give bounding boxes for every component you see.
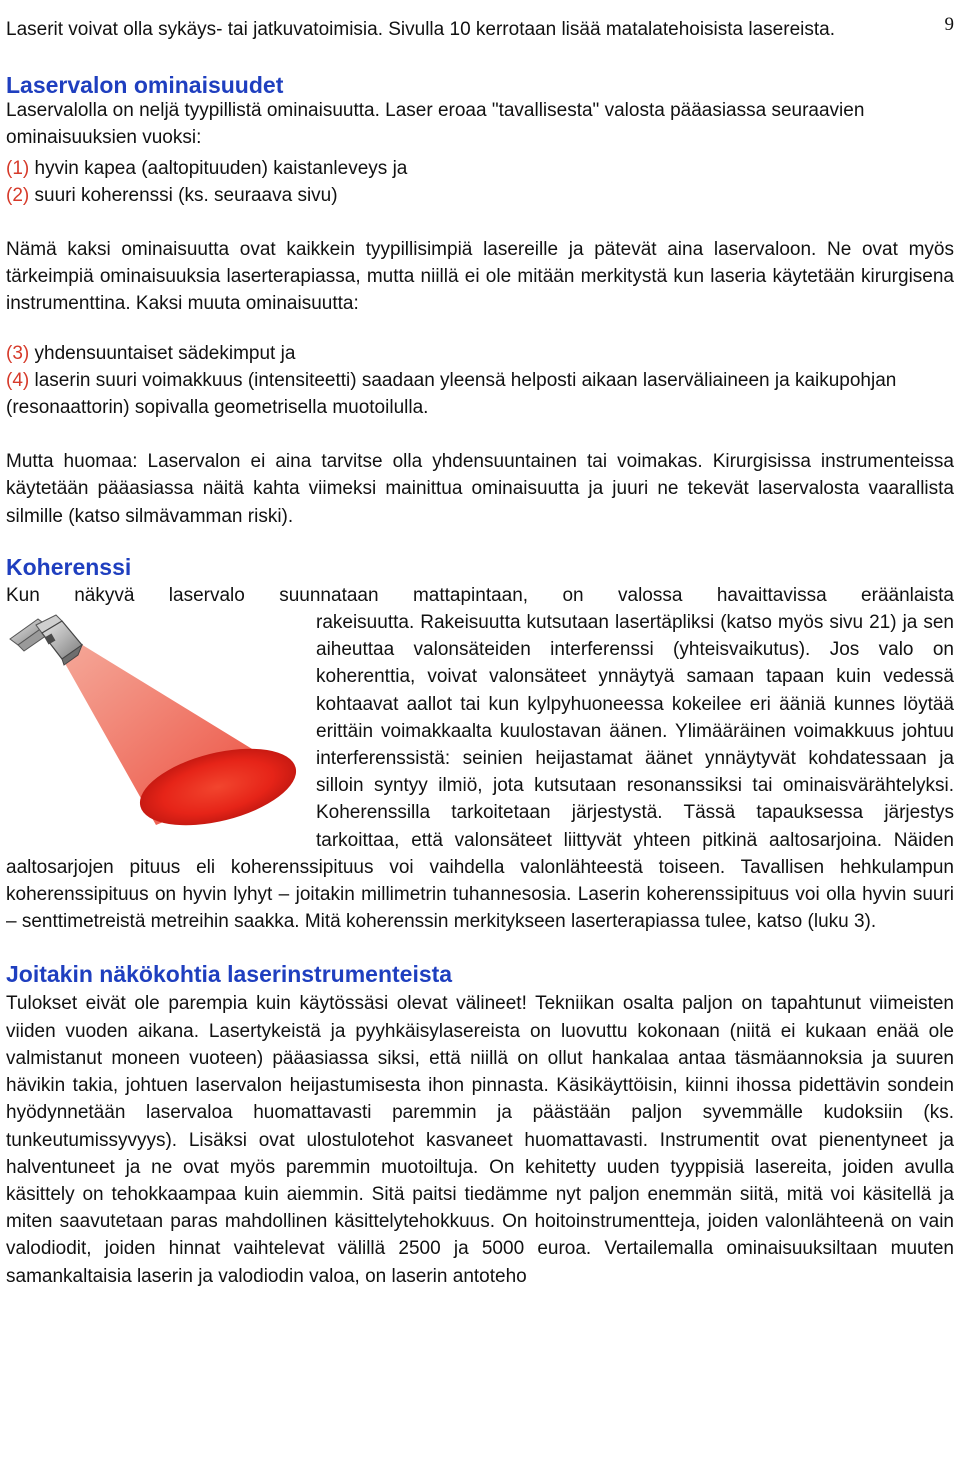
coherence-body: rakeisuutta. Rakeisuutta kutsutaan lasertäpliksi (katso myös sivu 21) ja sen aiheuttaa valonsäteiden interferenssi (yhteisvaikutus). Jos valo on koherenttia, voivat valonsäteet ynnäytyä samaan tapaan kuin vedessä kohtaavat aallot tai kun kylpyhuoneessa kokeilee eri ääniä kunnes löytää erittäin voimakkaalta kuulostavan äänen. Ylimääräinen voimakkuus johtuu interferenssistä: seinien heijastamat äänet ynnäytyvät kohdatessaan ja silloin syntyy ilmiö, jota kutsutaan resonanssiksi tai ominaisvärähtelyksi. Koherenssilla tarkoitetaan järjestystä. Tässä tapauksessa järjestys tarkoittaa, että valonsäteet liittyvät yhteen pitkinä aaltosarjoina. Näiden aaltosarjojen pituus eli koherenssipituus voi vaihdella valonlähteestä toiseen. Tavallisen hehkulampun koherenssipituus on hyvin lyhyt – joitakin millimetrin tuhannesosia. Laserin koherenssipituus voi olla hyvin suuri – senttimetreistä metreihin saakka. Mitä koherenssin merkitykseen laserterapiassa tulee, katso (luku 3). (6, 612, 954, 933)
coherence-first-line: Kun näkyvä laservalo suunnataan mattapintaan, on valossa havaittavissa eräänlaista (6, 584, 954, 606)
heading-coherence: Koherenssi (6, 553, 132, 580)
heading-laser-properties: Laservalon ominaisuudet (6, 72, 284, 99)
note-paragraph: Mutta huomaa: Laservalon ei aina tarvitse olla yhdensuuntainen tai voimakas. Kirurgisissa instrumenteissa käytetään pääasiassa näitä kahta viimeksi mainittua ominaisuutta ja juuri ne tekevät laservalosta vaarallista silmille (katso silmävamman riski). (6, 451, 954, 527)
laser-beam-graphic (6, 611, 302, 827)
property-list-b (6, 340, 954, 422)
list-item: (4) laserin suuri voimakkuus (intensiteetti) saadaan yleensä helposti aikaan laserväliaineen ja kaikupohjan (resonaattorin) sopivalla geometrisella muotoilulla. (6, 369, 897, 419)
list-number: (2) (6, 184, 30, 206)
laser-beam-illustration (6, 611, 302, 827)
list-item: (1) hyvin kapea (aaltopituuden) kaistanleveys ja (6, 157, 408, 179)
heading-laser-instruments: Joitakin näkökohtia laserinstrumenteista (6, 961, 453, 988)
properties-paragraph: Nämä kaksi ominaisuutta ovat kaikkein tyypillisimpiä lasereille ja pätevät aina laservaloon. Ne ovat myös tärkeimpiä ominaisuuksia laserterapiassa, mutta niillä ei ole mitään merkitystä kun laseria käytetään kirurgisena instrumenttina. Kaksi muuta ominaisuutta: (6, 239, 954, 315)
list-number: (3) (6, 342, 30, 364)
properties-intro: Laservalolla on neljä tyypillistä ominaisuutta. Laser eroaa "tavallisesta" valosta pääasiassa seuraavien ominaisuuksien vuoksi: (6, 100, 865, 149)
laser-device-icon (10, 615, 82, 665)
document-page (6, 16, 954, 1290)
list-item: (2) suuri koherenssi (ks. seuraava sivu) (6, 184, 338, 206)
property-list-a (6, 155, 954, 209)
list-item: (3) yhdensuuntaiset sädekimput ja (6, 342, 296, 364)
instruments-body: Tulokset eivät ole parempia kuin käytössäsi olevat välineet! Tekniikan osalta paljon on tapahtunut viimeisten viiden vuoden aikana. Lasertykeistä ja pyyhkäisylasereista on luovuttu kokonaan (niitä ei kukaan enää ole valmistanut moneen vuoteen) pääasiassa siksi, että niillä on ollut hankalaa antaa täsmäannoksia ja suuren hävikin takia, johtuen laservalon heijastumisesta ihon pinnasta. Käsikäyttöisin, kiinni ihossa pidettävin sondein hyödynnetään laservaloa huomattavasti paremmin ja päästään paljon syvemmälle kudoksiin (ks. tunkeutumissyvyys). Lisäksi ovat ulostulotehot kasvaneet huomattavasti. Instrumentit ovat pienentyneet ja halventuneet ja ne ovat myös paremmin muotoiltuja. On kehitetty uuden tyyppisiä lasereita, joiden avulla käsittely on tehokkaampaa kuin aiemmin. Sitä paitsi tiedämme nyt paljon enemmän siitä, mitä voi käsitellä ja miten saavutetaan paras mahdollinen käsittelytehokkuus. On hoitoinstrumentteja, joiden valonlähteenä on vain valodiodit, joiden hinnat vaihtelevat välillä 2500 ja 5000 euroa. Vertailemalla ominaisuuksiltaan muuten samankaltaisia laserin ja valodiodin valoa, on laserin antoteho (6, 993, 954, 1287)
intro-paragraph: Laserit voivat olla sykäys- tai jatkuvatoimisia. Sivulla 10 kerrotaan lisää matalatehoisista lasereista. (6, 19, 835, 40)
page-number: 9 (944, 14, 954, 35)
list-number: (4) (6, 369, 30, 391)
list-number: (1) (6, 157, 30, 179)
